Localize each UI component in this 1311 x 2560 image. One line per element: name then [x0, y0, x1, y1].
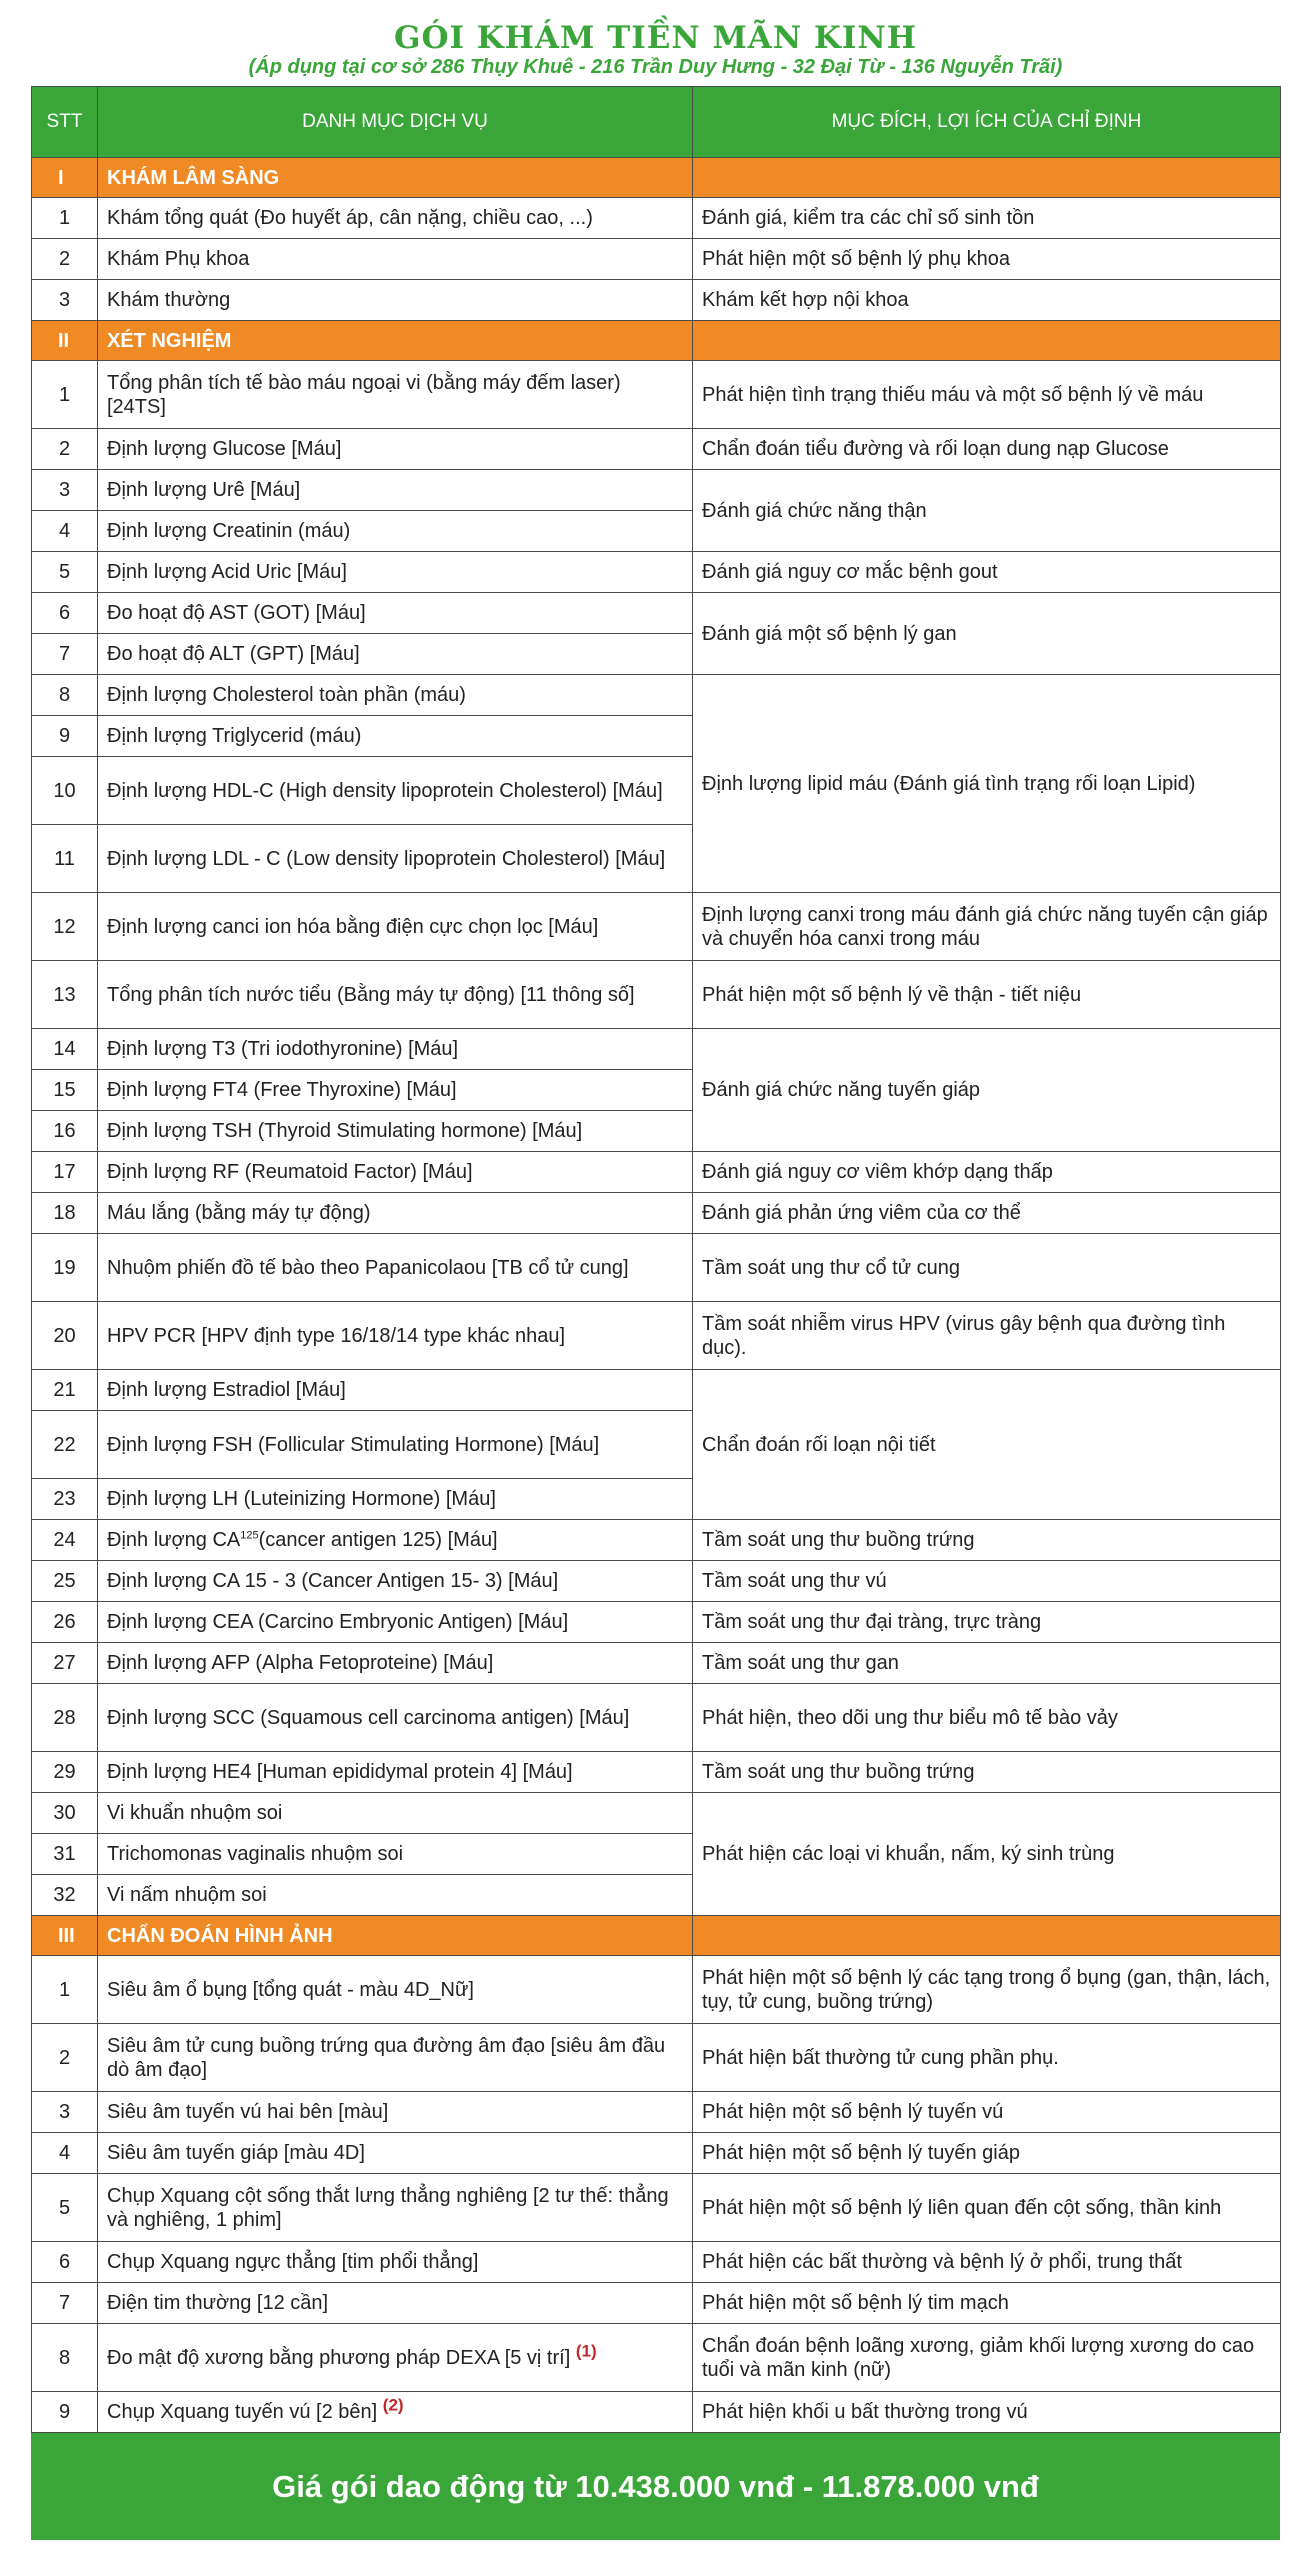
- row-service: Trichomonas vaginalis nhuộm soi: [98, 1834, 693, 1875]
- section-number: III: [32, 1916, 98, 1956]
- table-row: [32, 1643, 1281, 1684]
- row-service: Định lượng CA 15 - 3 (Cancer Antigen 15- 3) [Máu]: [98, 1561, 693, 1602]
- row-service: Khám thường: [98, 280, 693, 321]
- row-number: 17: [32, 1152, 98, 1193]
- table-row: [32, 198, 1281, 239]
- row-purpose: Phát hiện một số bệnh lý liên quan đến cột sống, thần kinh: [693, 2174, 1281, 2242]
- row-purpose: Đánh giá chức năng thận: [693, 470, 1281, 552]
- row-number: 7: [32, 634, 98, 675]
- table-row: [32, 1152, 1281, 1193]
- row-purpose: Phát hiện một số bệnh lý về thận - tiết niệu: [693, 961, 1281, 1029]
- table-row: [32, 2392, 1281, 2433]
- row-purpose: Phát hiện các loại vi khuẩn, nấm, ký sinh trùng: [693, 1793, 1281, 1916]
- row-number: 15: [32, 1070, 98, 1111]
- table-row: [32, 1561, 1281, 1602]
- row-number: 31: [32, 1834, 98, 1875]
- row-service: Khám tổng quát (Đo huyết áp, cân nặng, chiều cao, ...): [98, 198, 693, 239]
- table-row: [32, 2133, 1281, 2174]
- table-row: [32, 1752, 1281, 1793]
- row-purpose: Đánh giá phản ứng viêm của cơ thể: [693, 1193, 1281, 1234]
- row-purpose: Phát hiện một số bệnh lý phụ khoa: [693, 239, 1281, 280]
- section-row-imaging: [32, 1916, 1281, 1956]
- row-purpose: Đánh giá chức năng tuyến giáp: [693, 1029, 1281, 1152]
- row-service: Khám Phụ khoa: [98, 239, 693, 280]
- table-row: [32, 1602, 1281, 1643]
- row-service: Điện tim thường [12 cần]: [98, 2283, 693, 2324]
- table-row: [32, 593, 1281, 634]
- row-service: Định lượng Creatinin (máu): [98, 511, 693, 552]
- table-row: [32, 1370, 1281, 1411]
- table-header-row: [32, 87, 1281, 158]
- table-row: [32, 552, 1281, 593]
- row-number: 20: [32, 1302, 98, 1370]
- table-row: [32, 893, 1281, 961]
- row-service: Định lượng Acid Uric [Máu]: [98, 552, 693, 593]
- row-purpose: Tầm soát ung thư buồng trứng: [693, 1752, 1281, 1793]
- row-purpose: Phát hiện tình trạng thiếu máu và một số bệnh lý về máu: [693, 361, 1281, 429]
- table-row: [32, 429, 1281, 470]
- row-service: Định lượng FSH (Follicular Stimulating Hormone) [Máu]: [98, 1411, 693, 1479]
- page-subtitle: (Áp dụng tại cơ sở 286 Thụy Khuê - 216 Trần Duy Hưng - 32 Đại Từ - 136 Nguyễn Trãi): [248, 56, 1063, 78]
- row-number: 4: [32, 511, 98, 552]
- row-number: 21: [32, 1370, 98, 1411]
- row-purpose: Phát hiện, theo dõi ung thư biểu mô tế bào vảy: [693, 1684, 1281, 1752]
- row-number: 5: [32, 2174, 98, 2242]
- row-number: 7: [32, 2283, 98, 2324]
- row-number: 19: [32, 1234, 98, 1302]
- row-purpose: Đánh giá một số bệnh lý gan: [693, 593, 1281, 675]
- table-row: [32, 2242, 1281, 2283]
- table-row: [32, 1956, 1281, 2024]
- row-number: 6: [32, 2242, 98, 2283]
- row-purpose: Phát hiện một số bệnh lý tim mạch: [693, 2283, 1281, 2324]
- row-service: Định lượng LDL - C (Low density lipoprotein Cholesterol) [Máu]: [98, 825, 693, 893]
- column-header-service: DANH MỤC DỊCH VỤ: [98, 87, 693, 158]
- column-header-stt: STT: [32, 87, 98, 158]
- row-service: Định lượng CA$^{125}$(cancer antigen 125) [Máu]: [98, 1520, 693, 1561]
- row-service: Định lượng canci ion hóa bằng điện cực chọn lọc [Máu]: [98, 893, 693, 961]
- footnote-marker: (1): [575, 2340, 597, 2360]
- row-number: 6: [32, 593, 98, 634]
- row-service: Định lượng HDL-C (High density lipoprotein Cholesterol) [Máu]: [98, 757, 693, 825]
- row-number: 12: [32, 893, 98, 961]
- row-number: 18: [32, 1193, 98, 1234]
- section-number: I: [32, 158, 98, 198]
- row-service: Định lượng AFP (Alpha Fetoproteine) [Máu]: [98, 1643, 693, 1684]
- section-number: II: [32, 321, 98, 361]
- row-service: Chụp Xquang ngực thẳng [tim phổi thẳng]: [98, 2242, 693, 2283]
- row-number: 24: [32, 1520, 98, 1561]
- table-row: [32, 1193, 1281, 1234]
- table-row: [32, 675, 1281, 716]
- row-number: 1: [32, 1956, 98, 2024]
- row-number: 10: [32, 757, 98, 825]
- row-number: 8: [32, 2324, 98, 2392]
- row-number: 1: [32, 361, 98, 429]
- row-purpose: Tầm soát ung thư đại tràng, trực tràng: [693, 1602, 1281, 1643]
- row-number: 32: [32, 1875, 98, 1916]
- row-service: Định lượng TSH (Thyroid Stimulating hormone) [Máu]: [98, 1111, 693, 1152]
- row-service: Chụp Xquang tuyến vú [2 bên] $^{(2)}$: [98, 2392, 693, 2433]
- row-number: 25: [32, 1561, 98, 1602]
- row-purpose: Đánh giá, kiểm tra các chỉ số sinh tồn: [693, 198, 1281, 239]
- table-row: [32, 361, 1281, 429]
- row-service: Vi nấm nhuộm soi: [98, 1875, 693, 1916]
- row-service: Máu lắng (bằng máy tự động): [98, 1193, 693, 1234]
- row-service: Định lượng Triglycerid (máu): [98, 716, 693, 757]
- table-row: [32, 1793, 1281, 1834]
- row-purpose: Tầm soát ung thư buồng trứng: [693, 1520, 1281, 1561]
- table-row: [32, 239, 1281, 280]
- row-number: 30: [32, 1793, 98, 1834]
- row-number: 27: [32, 1643, 98, 1684]
- row-number: 16: [32, 1111, 98, 1152]
- row-purpose: Đánh giá nguy cơ mắc bệnh gout: [693, 552, 1281, 593]
- row-number: 9: [32, 716, 98, 757]
- table-row: [32, 1520, 1281, 1561]
- row-purpose: Phát hiện bất thường tử cung phần phụ.: [693, 2024, 1281, 2092]
- row-purpose: Phát hiện một số bệnh lý tuyến giáp: [693, 2133, 1281, 2174]
- table-row: [32, 2092, 1281, 2133]
- row-number: 2: [32, 239, 98, 280]
- row-purpose: Tầm soát nhiễm virus HPV (virus gây bệnh qua đường tình dục).: [693, 1302, 1281, 1370]
- table-row: [32, 961, 1281, 1029]
- footnote-marker: (2): [382, 2395, 404, 2415]
- row-number: 8: [32, 675, 98, 716]
- row-number: 4: [32, 2133, 98, 2174]
- row-service: HPV PCR [HPV định type 16/18/14 type khác nhau]: [98, 1302, 693, 1370]
- row-service: Tổng phân tích nước tiểu (Bằng máy tự động) [11 thông số]: [98, 961, 693, 1029]
- row-purpose: Phát hiện một số bệnh lý tuyến vú: [693, 2092, 1281, 2133]
- row-service: Định lượng SCC (Squamous cell carcinoma antigen) [Máu]: [98, 1684, 693, 1752]
- table-row: [32, 1302, 1281, 1370]
- row-number: 14: [32, 1029, 98, 1070]
- table-row: [32, 2283, 1281, 2324]
- row-number: 28: [32, 1684, 98, 1752]
- row-service: Định lượng CEA (Carcino Embryonic Antigen) [Máu]: [98, 1602, 693, 1643]
- row-service: Đo hoạt độ AST (GOT) [Máu]: [98, 593, 693, 634]
- row-purpose: Tầm soát ung thư vú: [693, 1561, 1281, 1602]
- row-service: Định lượng LH (Luteinizing Hormone) [Máu]: [98, 1479, 693, 1520]
- row-service: Siêu âm tuyến giáp [màu 4D]: [98, 2133, 693, 2174]
- table-row: [32, 2174, 1281, 2242]
- price-text: Giá gói dao động từ 10.438.000 vnđ - 11.878.000 vnđ: [272, 2468, 1039, 2504]
- row-service: Định lượng Glucose [Máu]: [98, 429, 693, 470]
- row-service: Siêu âm tử cung buồng trứng qua đường âm đạo [siêu âm đầu dò âm đạo]: [98, 2024, 693, 2092]
- row-service: Đo hoạt độ ALT (GPT) [Máu]: [98, 634, 693, 675]
- row-service: Đo mật độ xương bằng phương pháp DEXA [5 vị trí] $^{(1)}$: [98, 2324, 693, 2392]
- row-purpose: Chẩn đoán bệnh loãng xương, giảm khối lượng xương do cao tuổi và mãn kinh (nữ): [693, 2324, 1281, 2392]
- section-row-lab: [32, 321, 1281, 361]
- table-row: [32, 1234, 1281, 1302]
- row-number: 13: [32, 961, 98, 1029]
- section-title: XÉT NGHIỆM: [98, 321, 693, 361]
- row-number: 5: [32, 552, 98, 593]
- row-number: 11: [32, 825, 98, 893]
- table-row: [32, 2024, 1281, 2092]
- row-service: Định lượng FT4 (Free Thyroxine) [Máu]: [98, 1070, 693, 1111]
- section-row-clinical: [32, 158, 1281, 198]
- row-service: Định lượng T3 (Tri iodothyronine) [Máu]: [98, 1029, 693, 1070]
- row-purpose: Chẩn đoán rối loạn nội tiết: [693, 1370, 1281, 1520]
- row-purpose: Phát hiện một số bệnh lý các tạng trong ổ bụng (gan, thận, lách, tụy, tử cung, buồng trứng): [693, 1956, 1281, 2024]
- row-service: Định lượng Cholesterol toàn phần (máu): [98, 675, 693, 716]
- row-purpose: Khám kết hợp nội khoa: [693, 280, 1281, 321]
- row-service: Định lượng HE4 [Human epididymal protein 4] [Máu]: [98, 1752, 693, 1793]
- service-table: [31, 86, 1281, 2433]
- row-number: 2: [32, 2024, 98, 2092]
- price-banner: [31, 2433, 1280, 2540]
- row-number: 2: [32, 429, 98, 470]
- row-service: Siêu âm tuyến vú hai bên [màu]: [98, 2092, 693, 2133]
- row-purpose: Đánh giá nguy cơ viêm khớp dạng thấp: [693, 1152, 1281, 1193]
- section-title: KHÁM LÂM SÀNG: [98, 158, 693, 198]
- row-number: 22: [32, 1411, 98, 1479]
- row-service: Vi khuẩn nhuộm soi: [98, 1793, 693, 1834]
- row-service: Tổng phân tích tế bào máu ngoại vi (bằng máy đếm laser) [24TS]: [98, 361, 693, 429]
- row-number: 3: [32, 470, 98, 511]
- row-number: 23: [32, 1479, 98, 1520]
- row-service: Định lượng Urê [Máu]: [98, 470, 693, 511]
- section-title: CHẨN ĐOÁN HÌNH ẢNH: [98, 1916, 693, 1956]
- table-row: [32, 280, 1281, 321]
- row-purpose: Tầm soát ung thư cổ tử cung: [693, 1234, 1281, 1302]
- table-row: [32, 1684, 1281, 1752]
- row-number: 26: [32, 1602, 98, 1643]
- table-row: [32, 1029, 1281, 1070]
- row-number: 9: [32, 2392, 98, 2433]
- table-row: [32, 470, 1281, 511]
- row-number: 3: [32, 280, 98, 321]
- row-purpose: Tầm soát ung thư gan: [693, 1643, 1281, 1684]
- row-service: Nhuộm phiến đồ tế bào theo Papanicolaou [TB cổ tử cung]: [98, 1234, 693, 1302]
- column-header-purpose: MỤC ĐÍCH, LỢI ÍCH CỦA CHỈ ĐỊNH: [693, 87, 1281, 158]
- row-purpose: Định lượng lipid máu (Đánh giá tình trạng rối loạn Lipid): [693, 675, 1281, 893]
- page-title: GÓI KHÁM TIỀN MÃN KINH: [393, 20, 918, 56]
- row-number: 3: [32, 2092, 98, 2133]
- row-number: 1: [32, 198, 98, 239]
- row-number: 29: [32, 1752, 98, 1793]
- table-row: [32, 2324, 1281, 2392]
- row-service: Định lượng Estradiol [Máu]: [98, 1370, 693, 1411]
- row-purpose: Phát hiện khối u bất thường trong vú: [693, 2392, 1281, 2433]
- row-purpose: Chẩn đoán tiểu đường và rối loạn dung nạp Glucose: [693, 429, 1281, 470]
- row-service: Siêu âm ổ bụng [tổng quát - màu 4D_Nữ]: [98, 1956, 693, 2024]
- row-purpose: Định lượng canxi trong máu đánh giá chức năng tuyến cận giáp và chuyển hóa canxi trong máu: [693, 893, 1281, 961]
- row-purpose: Phát hiện các bất thường và bệnh lý ở phổi, trung thất: [693, 2242, 1281, 2283]
- row-service: Định lượng RF (Reumatoid Factor) [Máu]: [98, 1152, 693, 1193]
- row-service: Chụp Xquang cột sống thắt lưng thẳng nghiêng [2 tư thế: thẳng và nghiêng, 1 phim]: [98, 2174, 693, 2242]
